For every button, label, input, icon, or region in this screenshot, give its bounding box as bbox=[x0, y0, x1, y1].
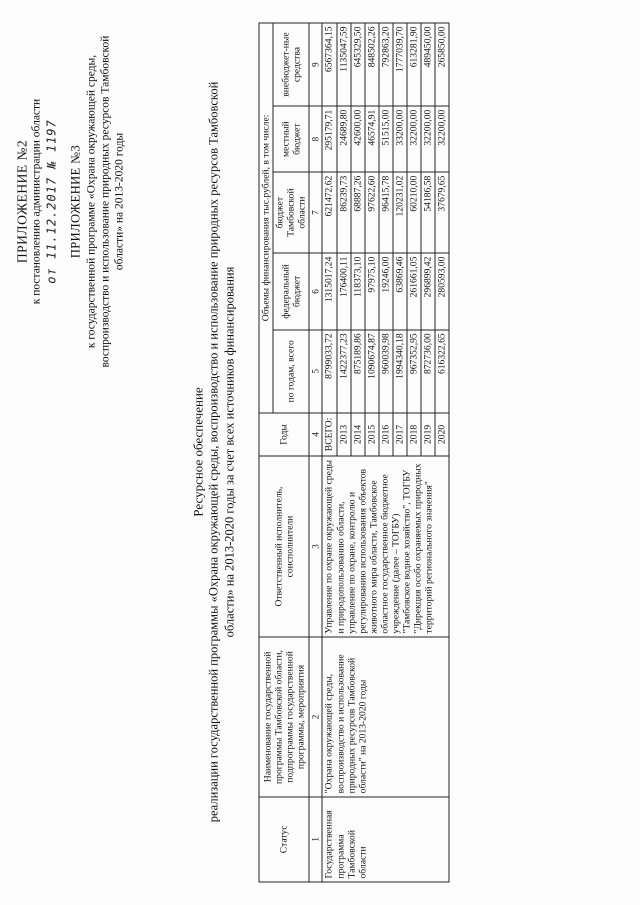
header-federal: федеральный бюджет bbox=[273, 253, 309, 330]
appendix2-date-number: от 11.12.2017 № 1197 bbox=[44, 119, 59, 284]
federal-cell: 97975,10 bbox=[365, 253, 379, 330]
federal-cell: 296899,42 bbox=[421, 253, 435, 330]
heading-line2: реализации государственной программы «Охрана окружающей среды, воспроизводство и использование природных ресурсов Тамбовской bbox=[206, 81, 221, 823]
year-cell: 2016 bbox=[379, 413, 393, 456]
year-cell: 2013 bbox=[337, 413, 351, 456]
year-cell: 2018 bbox=[407, 413, 421, 456]
resource-table bbox=[259, 23, 450, 883]
local-cell: 46574,91 bbox=[365, 106, 379, 172]
document-heading bbox=[191, 0, 239, 905]
total-cell: 875189,86 bbox=[351, 330, 365, 413]
regional-cell: 96415,78 bbox=[379, 172, 393, 253]
heading-line1: Ресурсное обеспечение bbox=[190, 387, 206, 517]
header-extra: внебюджет-ные средства bbox=[273, 23, 309, 106]
total-cell: 872736,00 bbox=[421, 330, 435, 413]
regional-cell: 97622,60 bbox=[365, 172, 379, 253]
year-cell: 2015 bbox=[365, 413, 379, 456]
local-cell: 295179,71 bbox=[322, 106, 336, 172]
federal-cell: 176400,11 bbox=[337, 253, 351, 330]
total-cell: 1422377,23 bbox=[337, 330, 351, 413]
header-regional: бюджет Тамбовской области bbox=[273, 172, 309, 253]
local-cell: 33200,00 bbox=[393, 106, 407, 172]
header-name: Наименование государственной программы Тамбовской области, подпрограммы государственной программы, мероприятия bbox=[259, 637, 309, 797]
header-executor: Ответственный исполнитель, соисполнители bbox=[259, 456, 309, 637]
total-cell: 960039,98 bbox=[379, 330, 393, 413]
extra-cell: 6567364,15 bbox=[322, 23, 336, 106]
year-cell: 2019 bbox=[421, 413, 435, 456]
header-years: Годы bbox=[259, 413, 309, 456]
regional-cell: 54186,58 bbox=[421, 172, 435, 253]
total-cell: 967352,95 bbox=[407, 330, 421, 413]
federal-cell: 280593,00 bbox=[435, 253, 449, 330]
regional-cell: 621472,62 bbox=[322, 172, 336, 253]
total-cell: 1994340,18 bbox=[393, 330, 407, 413]
heading-line3: области» на 2013-2020 годы за счет всех источников финансирования bbox=[222, 266, 237, 638]
regional-cell: 37679,65 bbox=[435, 172, 449, 253]
local-cell: 32200,00 bbox=[407, 106, 421, 172]
col-number: 1 bbox=[309, 797, 322, 882]
header-local: местный бюджет bbox=[273, 106, 309, 172]
col-number: 3 bbox=[309, 456, 322, 637]
appendix3-title: ПРИЛОЖЕНИЕ №3 bbox=[68, 144, 83, 259]
extra-cell: 792863,20 bbox=[379, 23, 393, 106]
table-header-row bbox=[259, 23, 273, 882]
total-cell: 616322,65 bbox=[435, 330, 449, 413]
year-cell: ВСЕГО: bbox=[322, 413, 336, 456]
local-cell: 32200,00 bbox=[435, 106, 449, 172]
extra-cell: 1777039,70 bbox=[393, 23, 407, 106]
header-volume: Объемы финансирования тыс.рублей, в том числе: bbox=[259, 23, 273, 413]
col-number: 6 bbox=[309, 253, 322, 330]
program-status: Государственная программа Тамбовской области bbox=[322, 797, 448, 882]
column-number-row bbox=[309, 23, 322, 882]
col-number: 4 bbox=[309, 413, 322, 456]
year-cell: 2017 bbox=[393, 413, 407, 456]
federal-cell: 261661,05 bbox=[407, 253, 421, 330]
appendix3-text: к государственной программе «Охрана окружающей среды, воспроизводство и использование природных ресурсов Тамбовской области» на 2013-2020 годы bbox=[85, 35, 125, 368]
regional-cell: 86239,73 bbox=[337, 172, 351, 253]
col-number: 8 bbox=[309, 106, 322, 172]
header-total: по годам, всего bbox=[273, 330, 309, 413]
year-cell: 2014 bbox=[351, 413, 365, 456]
program-name: "Охрана окружающей среды, воспроизводство и использование природных ресурсов Тамбовской области" на 2013-2020 годы bbox=[322, 637, 448, 797]
appendix2-line: к постановлению администрации области bbox=[30, 98, 43, 305]
total-cell: 8799033,72 bbox=[322, 330, 336, 413]
col-number: 7 bbox=[309, 172, 322, 253]
extra-cell: 613281,90 bbox=[407, 23, 421, 106]
regional-cell: 60210,00 bbox=[407, 172, 421, 253]
year-cell: 2020 bbox=[435, 413, 449, 456]
extra-cell: 1135047,59 bbox=[337, 23, 351, 106]
federal-cell: 19246,00 bbox=[379, 253, 393, 330]
federal-cell: 118373,10 bbox=[351, 253, 365, 330]
federal-cell: 1315017,24 bbox=[322, 253, 336, 330]
regional-cell: 120231,02 bbox=[393, 172, 407, 253]
table-row bbox=[322, 23, 336, 882]
header-status: Статус bbox=[259, 797, 309, 882]
extra-cell: 645329,50 bbox=[351, 23, 365, 106]
federal-cell: 63869,46 bbox=[393, 253, 407, 330]
extra-cell: 848502,26 bbox=[365, 23, 379, 106]
col-number: 9 bbox=[309, 23, 322, 106]
appendix-header bbox=[15, 22, 127, 382]
local-cell: 42600,00 bbox=[351, 106, 365, 172]
total-cell: 1090674,87 bbox=[365, 330, 379, 413]
col-number: 2 bbox=[309, 637, 322, 797]
program-executor: Управление по охране окружающей среды и природопользованию области, управление по охране, контролю и регулированию использования объектов животного мира области, Тамбовское областное государственное бюджетное учреждение (далее – ТОГБУ) "Тамбовское водное хозяйство", ТОГБУ "Дирекция особо охраняемых природных территорий регионального значения" bbox=[322, 456, 448, 637]
col-number: 5 bbox=[309, 330, 322, 413]
local-cell: 24689,80 bbox=[337, 106, 351, 172]
regional-cell: 68887,26 bbox=[351, 172, 365, 253]
extra-cell: 489450,00 bbox=[421, 23, 435, 106]
appendix2-title: ПРИЛОЖЕНИЕ №2 bbox=[14, 139, 30, 264]
rotated-document bbox=[1, 0, 640, 905]
local-cell: 32200,00 bbox=[421, 106, 435, 172]
local-cell: 51515,00 bbox=[379, 106, 393, 172]
extra-cell: 265850,00 bbox=[435, 23, 449, 106]
